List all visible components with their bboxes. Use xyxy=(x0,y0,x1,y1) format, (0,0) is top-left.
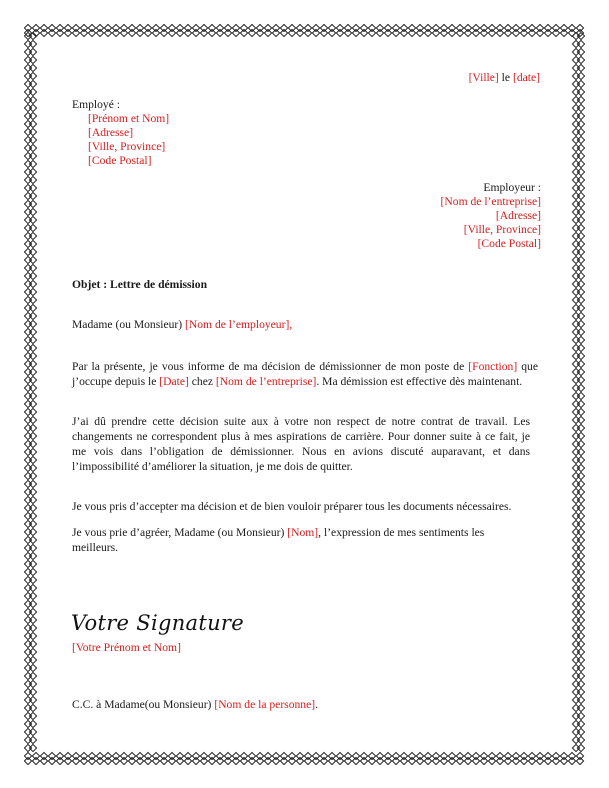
paragraph-4 xyxy=(72,525,514,555)
paragraph-2: J’ai dû prendre cette décision suite aux à votre non respect de notre contrat de travail. Les changements ne correspondent plus à mes aspirations de carrière. Pour donner suite à ce fait, je me vois dans l’obligation de démissionner. Nous en avions discuté auparavant, et dans l’impossibilité d’améliorer la situation, je me dois de quitter. xyxy=(72,415,530,473)
paragraph-1 xyxy=(72,359,538,389)
cc-text: C.C. à Madame(ou Monsieur) xyxy=(72,698,215,711)
employee-label: Employé : xyxy=(72,98,120,111)
employer-label: Employeur : xyxy=(483,181,541,194)
fonction-placeholder: [Fonction] xyxy=(468,360,518,373)
p1-text-c: chez xyxy=(188,375,216,388)
p4-text-b: , l’expression de mes sentiments les meilleurs. xyxy=(72,526,485,554)
le-word: le xyxy=(498,71,513,84)
signature-script: Votre Signature xyxy=(71,611,244,635)
employee-name: [Prénom et Nom] xyxy=(88,112,170,125)
city-placeholder: [Ville] xyxy=(468,71,499,84)
greeting-text: Madame (ou Monsieur) xyxy=(72,318,186,331)
employer-name-placeholder: [Nom de l’employeur], xyxy=(185,318,293,331)
employee-postal: [Code Postal] xyxy=(88,154,152,167)
p1-text-d: . Ma démission est effective dès maintenant. xyxy=(316,375,523,388)
paragraph-3: Je vous pris d’accepter ma décision et de bien vouloir préparer tous les documents nécessaires. xyxy=(72,500,512,513)
cc-period: . xyxy=(315,698,319,711)
greeting xyxy=(72,318,292,332)
subject-line: Objet : Lettre de démission xyxy=(72,278,208,291)
date-line xyxy=(469,71,540,85)
p1-text-a: Par la présente, je vous informe de ma décision de démissionner de mon poste de xyxy=(72,360,469,373)
cc-line xyxy=(72,698,318,712)
start-date-placeholder: [Date] xyxy=(159,375,189,388)
employer-postal: [Code Postal] xyxy=(477,237,541,250)
recipient-name-placeholder: [Nom] xyxy=(287,526,319,539)
cc-person-placeholder: [Nom de la personne] xyxy=(214,698,316,711)
employer-company: [Nom de l’entreprise] xyxy=(440,195,541,208)
employee-address: [Adresse] xyxy=(88,126,134,139)
employer-city: [Ville, Province] xyxy=(463,223,541,236)
p1-text-b: que j’occupe depuis le xyxy=(72,360,538,388)
date-placeholder: [date] xyxy=(512,71,540,84)
p4-text-a: Je vous prie d’agréer, Madame (ou Monsieur) xyxy=(72,526,288,539)
signature-name-placeholder: [Votre Prénom et Nom] xyxy=(72,641,181,654)
company-placeholder: [Nom de l’entreprise] xyxy=(215,375,317,388)
employee-city: [Ville, Province] xyxy=(88,140,166,153)
employer-address: [Adresse] xyxy=(495,209,541,222)
